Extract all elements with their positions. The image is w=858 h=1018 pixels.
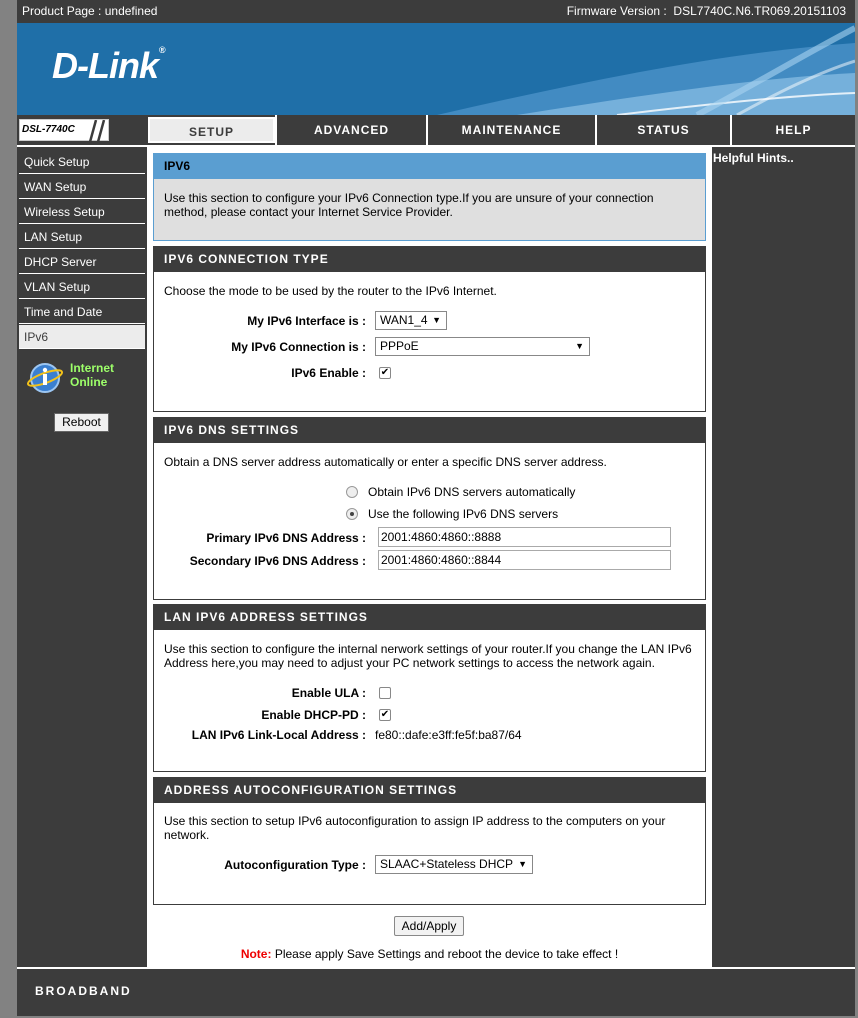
dns-settings-section bbox=[153, 417, 706, 600]
link-local-label: LAN IPv6 Link-Local Address : bbox=[191, 728, 366, 742]
sidebar-item-time-and-date[interactable]: Time and Date bbox=[19, 300, 145, 324]
dlink-logo bbox=[52, 45, 165, 87]
connection-label: My IPv6 Connection is : bbox=[231, 340, 366, 354]
primary-dns-input[interactable]: 2001:4860:4860::8888 bbox=[378, 527, 671, 547]
internet-status-line2: Online bbox=[70, 375, 108, 389]
secondary-dns-label: Secondary IPv6 DNS Address : bbox=[189, 554, 366, 568]
internet-status-line1: Internet bbox=[70, 361, 115, 375]
enable-ula-label: Enable ULA : bbox=[291, 686, 366, 700]
sidebar-item-vlan-setup[interactable]: VLAN Setup bbox=[19, 275, 145, 299]
lan-ipv6-desc: Use this section to configure the internal nerwork settings of your router.If you change the LAN IPv6 Address here,you may need to adjust your PC network settings to access the network again. bbox=[164, 642, 692, 670]
connection-type-section bbox=[153, 246, 706, 412]
internet-globe-icon bbox=[27, 360, 63, 394]
footer bbox=[17, 967, 855, 1016]
connection-type-desc: Choose the mode to be used by the router to the IPv6 Internet. bbox=[164, 284, 497, 298]
connection-select-value: PPPoE bbox=[380, 339, 419, 353]
internet-status bbox=[70, 361, 114, 389]
chevron-down-icon: ▼ bbox=[518, 859, 527, 869]
tab-advanced[interactable]: ADVANCED bbox=[275, 115, 426, 145]
model-name: DSL-7740C bbox=[22, 124, 75, 135]
interface-select-value: WAN1_4 bbox=[380, 313, 428, 327]
firmware-label: Firmware Version : bbox=[566, 4, 667, 18]
model-badge bbox=[19, 119, 109, 141]
tab-setup[interactable]: SETUP bbox=[148, 117, 275, 143]
dns-auto-radio[interactable] bbox=[346, 486, 358, 498]
dns-manual-label: Use the following IPv6 DNS servers bbox=[368, 507, 559, 521]
firmware-value: DSL7740C.N6.TR069.20151103 bbox=[673, 4, 846, 18]
note-text bbox=[147, 947, 712, 961]
top-bar bbox=[17, 0, 855, 23]
firmware-version bbox=[567, 4, 846, 18]
main-content bbox=[147, 145, 712, 967]
ipv6-intro-text: Use this section to configure your IPv6 Connection type.If you are unsure of your connection method, please contact your Internet Service Provider. bbox=[164, 191, 654, 219]
helpful-hints-panel bbox=[712, 145, 855, 967]
lan-ipv6-section bbox=[153, 604, 706, 772]
interface-select[interactable] bbox=[375, 311, 447, 330]
footer-brand: BROADBAND bbox=[35, 984, 132, 998]
sidebar bbox=[17, 145, 147, 967]
note-message: Please apply Save Settings and reboot the device to take effect ! bbox=[274, 947, 619, 961]
header-banner bbox=[17, 23, 855, 115]
autoconfig-title: ADDRESS AUTOCONFIGURATION SETTINGS bbox=[154, 778, 705, 803]
dns-manual-radio[interactable] bbox=[346, 508, 358, 520]
sidebar-item-wan-setup[interactable]: WAN Setup bbox=[19, 175, 145, 199]
ipv6-enable-checkbox[interactable]: ✔ bbox=[380, 367, 390, 378]
ipv6-intro-title: IPV6 bbox=[154, 154, 705, 179]
enable-dhcppd-checkbox[interactable]: ✔ bbox=[380, 709, 390, 720]
connection-select[interactable] bbox=[375, 337, 590, 356]
helpful-hints-title: Helpful Hints.. bbox=[713, 151, 794, 165]
autoconfig-type-value: SLAAC+Stateless DHCP bbox=[380, 857, 514, 871]
tab-status[interactable]: STATUS bbox=[595, 115, 730, 145]
connection-type-title: IPV6 CONNECTION TYPE bbox=[154, 247, 705, 272]
sidebar-item-lan-setup[interactable]: LAN Setup bbox=[19, 225, 145, 249]
link-local-value: fe80::dafe:e3ff:fe5f:ba87/64 bbox=[375, 728, 522, 742]
dns-settings-desc: Obtain a DNS server address automatically or enter a specific DNS server address. bbox=[164, 455, 607, 469]
ipv6-enable-label: IPv6 Enable : bbox=[291, 366, 366, 380]
tab-help[interactable]: HELP bbox=[730, 115, 855, 145]
secondary-dns-input[interactable]: 2001:4860:4860::8844 bbox=[378, 550, 671, 570]
chevron-down-icon: ▼ bbox=[432, 315, 441, 325]
sidebar-item-dhcp-server[interactable]: DHCP Server bbox=[19, 250, 145, 274]
registered-mark: ® bbox=[159, 45, 165, 55]
tab-maintenance[interactable]: MAINTENANCE bbox=[426, 115, 595, 145]
enable-dhcppd-label: Enable DHCP-PD : bbox=[261, 708, 366, 722]
product-page-text: Product Page : undefined bbox=[22, 4, 158, 18]
sidebar-item-quick-setup[interactable]: Quick Setup bbox=[19, 150, 145, 174]
dns-settings-title: IPV6 DNS SETTINGS bbox=[154, 418, 705, 443]
autoconfig-type-select[interactable] bbox=[375, 855, 533, 874]
enable-ula-checkbox[interactable] bbox=[379, 687, 391, 699]
dns-auto-label: Obtain IPv6 DNS servers automatically bbox=[368, 485, 576, 499]
brand-name: D-Link bbox=[52, 45, 158, 86]
sidebar-item-ipv6[interactable]: IPv6 bbox=[19, 325, 145, 349]
main-nav bbox=[17, 115, 855, 145]
autoconfig-section bbox=[153, 777, 706, 905]
interface-label: My IPv6 Interface is : bbox=[247, 314, 366, 328]
sidebar-item-wireless-setup[interactable]: Wireless Setup bbox=[19, 200, 145, 224]
chevron-down-icon: ▼ bbox=[575, 341, 584, 351]
slash-decoration-icon bbox=[82, 120, 106, 142]
ipv6-intro-box bbox=[153, 153, 706, 241]
lan-ipv6-title: LAN IPV6 ADDRESS SETTINGS bbox=[154, 605, 705, 630]
add-apply-button[interactable]: Add/Apply bbox=[394, 916, 464, 936]
reboot-button[interactable]: Reboot bbox=[54, 413, 109, 432]
note-label: Note: bbox=[240, 947, 272, 961]
primary-dns-label: Primary IPv6 DNS Address : bbox=[206, 531, 366, 545]
autoconfig-type-label: Autoconfiguration Type : bbox=[224, 858, 366, 872]
autoconfig-desc: Use this section to setup IPv6 autoconfiguration to assign IP address to the computers on your network. bbox=[164, 814, 666, 842]
